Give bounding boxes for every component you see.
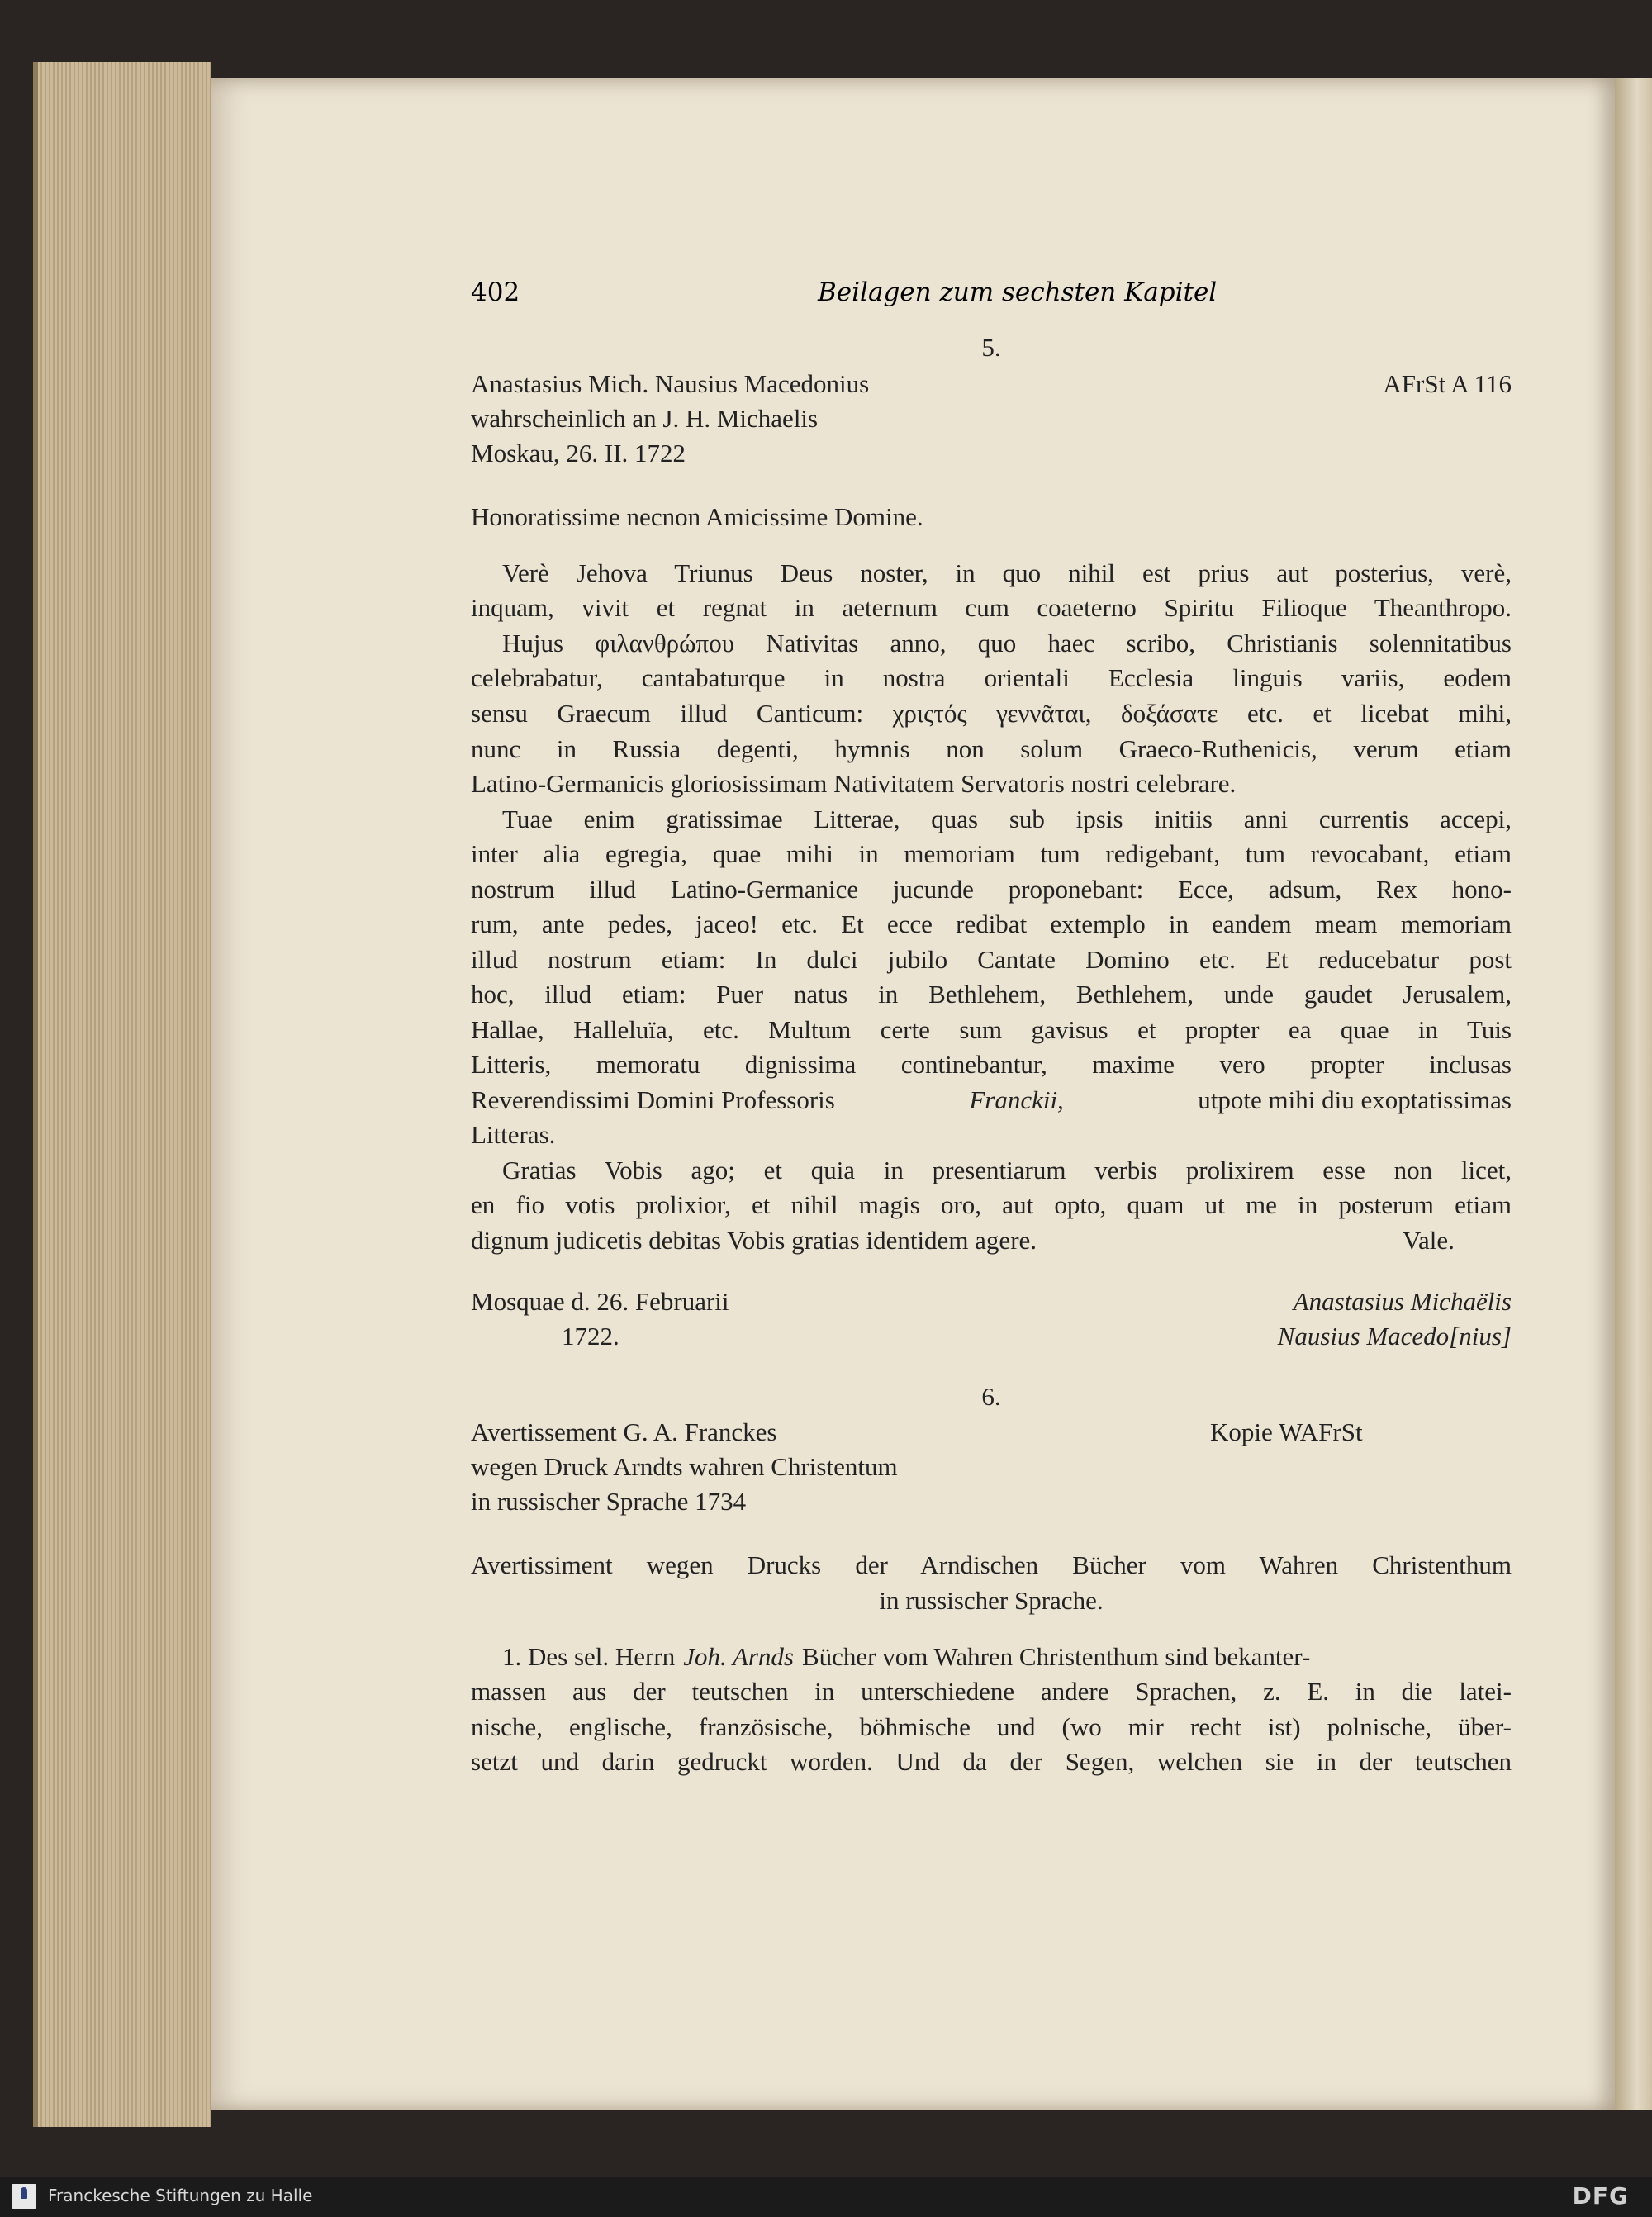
doc6-meta: Avertissement G. A. Franckes	[471, 1417, 777, 1446]
doc5-line-part: utpote mihi diu exoptatissimas	[1198, 1085, 1512, 1114]
doc5-line: Litteris, memoratu dignissima continebantur, maxime vero propter inclusas	[471, 1050, 1512, 1079]
doc6-line-name: Joh. Arnds	[683, 1642, 794, 1671]
doc6-title: in russischer Sprache.	[879, 1586, 1104, 1615]
doc5-signature-1: Anastasius Michaëlis	[1293, 1287, 1512, 1316]
doc5-line: rum, ante pedes, jaceo! etc. Et ecce redibat extemplo in eandem meam memoriam	[471, 909, 1512, 938]
page-number: 402	[471, 278, 520, 307]
doc5-line-name: Franckii,	[969, 1085, 1064, 1114]
doc5-line: Tuae enim gratissimae Litterae, quas sub ipsis initiis anni currentis accepi,	[502, 805, 1512, 833]
doc6-line-part: Bücher vom Wahren Christenthum sind bekanter-	[801, 1642, 1311, 1671]
doc6-number: 6.	[981, 1382, 1001, 1411]
doc5-signature-2: Nausius Macedo[nius]	[1277, 1322, 1512, 1351]
doc5-line: inquam, vivit et regnat in aeternum cum coaeterno Spiritu Filioque Theanthropo.	[471, 593, 1512, 622]
doc5-place-date: Moskau, 26. II. 1722	[471, 439, 686, 468]
doc5-line: illud nostrum etiam: In dulci jubilo Cantate Domino etc. Et reducebatur post	[471, 945, 1512, 974]
doc5-closing-year: 1722.	[562, 1322, 620, 1351]
doc5-line-part: Reverendissimi Domini Professoris	[471, 1085, 835, 1114]
institution-logo-icon	[12, 2184, 36, 2209]
running-title: Beilagen zum sechsten Kapitel	[818, 278, 1218, 307]
doc5-line: inter alia egregia, quae mihi in memoriam tum redigebant, tum revocabant, etiam	[471, 839, 1512, 868]
doc5-closing-place: Mosquae d. 26. Februarii	[471, 1287, 729, 1316]
doc6-line: setzt und darin gedruckt worden. Und da der Segen, welchen sie in der teutschen	[471, 1747, 1512, 1776]
doc6-meta: in russischer Sprache 1734	[471, 1487, 747, 1516]
doc5-line: hoc, illud etiam: Puer natus in Bethlehem, Bethlehem, unde gaudet Jerusalem,	[471, 980, 1512, 1009]
doc6-line-part: 1. Des sel. Herrn	[502, 1642, 676, 1671]
doc5-archive: AFrSt A 116	[1383, 369, 1512, 398]
doc5-line: Latino-Germanicis gloriosissimam Nativitatem Servatoris nostri celebrare.	[471, 769, 1237, 798]
doc6-meta: wegen Druck Arndts wahren Christentum	[471, 1452, 898, 1481]
facing-page-edge	[1615, 78, 1652, 2110]
institution-name: Franckesche Stiftungen zu Halle	[48, 2186, 313, 2205]
doc5-line: Hujus φιλανθρώπου Nativitas anno, quo haec scribo, Christianis solennitatibus	[502, 629, 1512, 658]
doc5-recipient: wahrscheinlich an J. H. Michaelis	[471, 404, 819, 433]
doc5-line: Verè Jehova Triunus Deus noster, in quo nihil est prius aut posterius, verè,	[502, 558, 1512, 587]
doc5-author: Anastasius Mich. Nausius Macedonius	[471, 369, 870, 398]
doc5-salutation: Honoratissime necnon Amicissime Domine.	[471, 502, 923, 531]
doc5-line-mixed	[471, 1083, 1512, 1118]
doc6-line: nische, englische, französische, böhmische und (wo mir recht ist) polnische, über-	[471, 1712, 1512, 1741]
doc5-line: nunc in Russia degenti, hymnis non solum Graeco-Ruthenicis, verum etiam	[471, 734, 1512, 763]
doc5-line: sensu Graecum illud Canticum: χριςτός γεννᾶται, δοξάσατε etc. et licebat mihi,	[471, 699, 1512, 728]
doc5-line: dignum judicetis debitas Vobis gratias identidem agere.	[471, 1226, 1037, 1255]
doc5-vale: Vale.	[1403, 1226, 1455, 1255]
doc6-line-mixed	[471, 1640, 1512, 1674]
doc6-line: massen aus der teutschen in unterschiedene andere Sprachen, z. E. in die latei-	[471, 1677, 1512, 1706]
footer-bar	[0, 2177, 1652, 2217]
doc5-line: nostrum illud Latino-Germanice jucunde proponebant: Ecce, adsum, Rex hono-	[471, 875, 1512, 904]
doc6-title: Avertissiment wegen Drucks der Arndischen Bücher vom Wahren Christenthum	[471, 1550, 1512, 1579]
dfg-logo: DFG	[1572, 2182, 1629, 2210]
doc6-archive: Kopie WAFrSt	[1210, 1417, 1363, 1446]
doc5-line: en fio votis prolixior, et nihil magis oro, aut opto, quam ut me in posterum etiam	[471, 1190, 1512, 1219]
doc5-line: Hallae, Halleluïa, etc. Multum certe sum gavisus et propter ea quae in Tuis	[471, 1015, 1512, 1044]
doc5-line: celebrabatur, cantabaturque in nostra orientali Ecclesia linguis variis, eodem	[471, 663, 1512, 692]
doc5-line: Gratias Vobis ago; et quia in presentiarum verbis prolixirem esse non licet,	[502, 1156, 1512, 1184]
doc5-line: Litteras.	[471, 1120, 556, 1149]
doc5-number: 5.	[981, 333, 1001, 362]
book-page-edges	[33, 62, 211, 2127]
